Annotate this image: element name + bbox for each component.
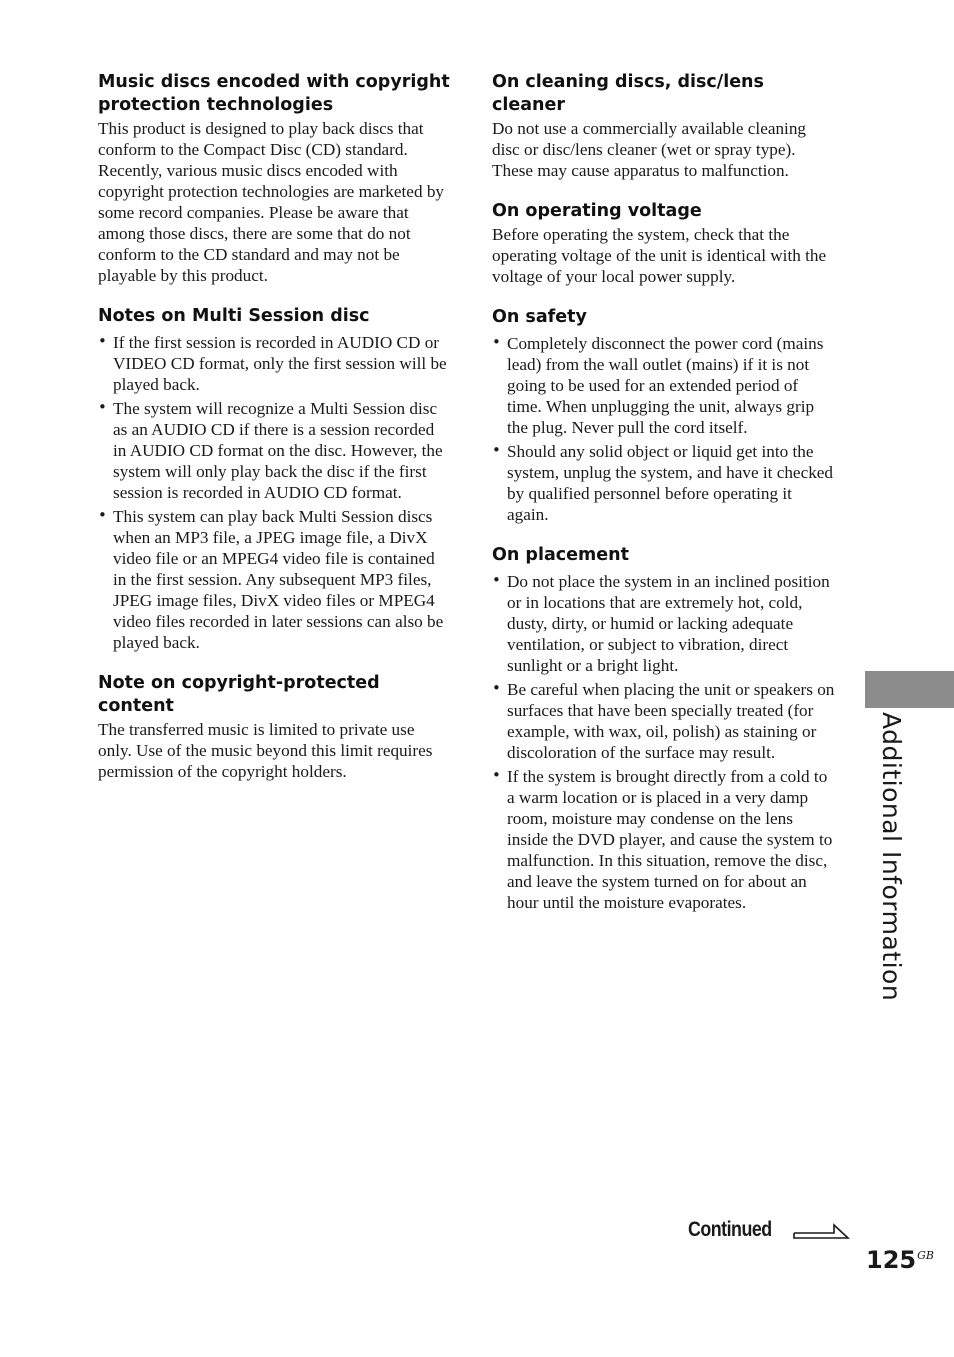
side-section-label: Additional Information — [877, 712, 906, 1002]
list-item-text: Should any solid object or liquid get into the system, unplug the system, and have it checked by qualified personnel before operating it again. — [507, 442, 834, 524]
list-item-text: This system can play back Multi Session discs when an MP3 file, a JPEG image file, a DivX video file or an MPEG4 video file is contained in the first session. Any subsequent MP3 files, JPEG image files, DivX video files or MPEG4 video files recorded in later sessions can also be played back. — [113, 507, 444, 652]
section-voltage — [492, 200, 837, 287]
page-number-value: 125 — [866, 1246, 917, 1274]
section-placement — [492, 544, 837, 913]
list-item-text: Do not place the system in an inclined position or in locations that are extremely hot, cold, dusty, dirty, or humid or lacking adequate ventilation, or subject to vibration, direct sunlight or a bright light. — [507, 572, 830, 675]
bullet-icon: • — [492, 766, 501, 784]
bullet-list — [492, 571, 837, 913]
list-item-text: Be careful when placing the unit or speakers on surfaces that have been specially treated (for example, with wax, oil, polish) as staining or discoloration of the surface may result. — [507, 680, 835, 762]
continued-label: Continued — [688, 1218, 772, 1241]
bullet-icon: • — [98, 506, 107, 524]
section-safety — [492, 306, 837, 525]
section-heading: Music discs encoded with copyright protection technologies — [98, 72, 450, 115]
bullet-list — [98, 332, 450, 653]
bullet-icon: • — [98, 398, 107, 416]
bullet-icon: • — [492, 571, 501, 589]
continued-arrow-icon — [792, 1218, 850, 1242]
list-item — [492, 441, 837, 525]
section-heading: On operating voltage — [492, 201, 702, 221]
bullet-icon: • — [492, 679, 501, 697]
list-item — [98, 398, 450, 503]
bullet-icon: • — [492, 441, 501, 459]
list-item — [98, 332, 450, 395]
section-body: Before operating the system, check that the operating voltage of the unit is identical with the voltage of your local power supply. — [492, 225, 827, 286]
list-item-text: Completely disconnect the power cord (mains lead) from the wall outlet (mains) if it is not going to be used for an extended period of time. When unplugging the unit, always grip the plug. Never pull the cord itself. — [507, 334, 824, 437]
continued-indicator — [688, 1218, 850, 1242]
section-heading: On placement — [492, 545, 629, 565]
bullet-icon: • — [98, 332, 107, 350]
list-item-text: If the first session is recorded in AUDIO CD or VIDEO CD format, only the first session will be played back. — [113, 333, 447, 394]
section-multi-session — [98, 305, 450, 653]
list-item — [492, 333, 837, 438]
page-region-suffix: GB — [917, 1249, 934, 1262]
list-item — [492, 679, 837, 763]
bullet-icon: • — [492, 333, 501, 351]
bullet-list — [492, 333, 837, 525]
list-item — [492, 766, 837, 913]
list-item — [492, 571, 837, 676]
section-copyright-content — [98, 672, 450, 782]
list-item-text: If the system is brought directly from a cold to a warm location or is placed in a very damp room, moisture may condense on the lens inside the DVD player, and cause the system to malfunction. In this situation, remove the disc, and leave the system turned on for about an hour until the moisture evaporates. — [507, 767, 833, 912]
left-column — [98, 71, 450, 801]
section-heading: Notes on Multi Session disc — [98, 306, 370, 326]
section-cleaning — [492, 71, 837, 181]
section-tab-marker — [865, 671, 954, 708]
section-heading: Note on copyright-protected content — [98, 673, 380, 716]
section-heading: On safety — [492, 307, 587, 327]
right-column — [492, 71, 837, 932]
section-body: The transferred music is limited to private use only. Use of the music beyond this limit requires permission of the copyright holders. — [98, 720, 433, 781]
section-body: Do not use a commercially available cleaning disc or disc/lens cleaner (wet or spray type). These may cause apparatus to malfunction. — [492, 119, 807, 180]
list-item — [98, 506, 450, 653]
page-number — [866, 1246, 934, 1274]
list-item-text: The system will recognize a Multi Session disc as an AUDIO CD if there is a session recorded in AUDIO CD format on the disc. However, the system will only play back the disc if the first session is recorded in AUDIO CD format. — [113, 399, 443, 502]
section-copyright-discs — [98, 71, 450, 286]
section-body: This product is designed to play back discs that conform to the Compact Disc (CD) standard. Recently, various music discs encoded with copyright protection technologies are marketed by some record companies. Please be aware that among those discs, there are some that do not conform to the CD standard and may not be playable by this product. — [98, 119, 445, 285]
section-heading: On cleaning discs, disc/lens cleaner — [492, 72, 764, 115]
